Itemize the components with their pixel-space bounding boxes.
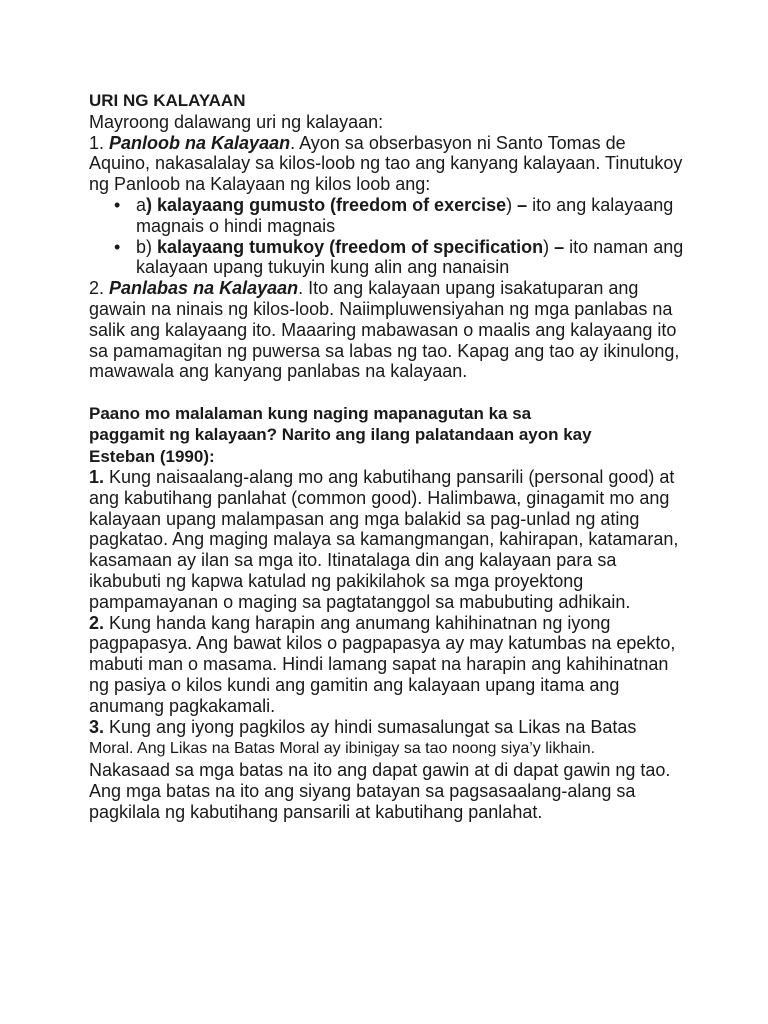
point-3-text: Kung ang iyong pagkilos ay hindi sumasalungat sa Likas na Batas — [104, 716, 637, 737]
bullet-a-paren: ) — [506, 194, 513, 215]
question-line-1: Paano mo malalaman kung naging mapanagutan ka sa — [89, 404, 532, 424]
item-1-text: . Ayon sa obserbasyon ni Santo Tomas de Aquino, nakasalalay sa kilos-loob ng tao ang kanyang kalayaan. Tinutukoy ng Panloob na Kalayaan ng kilos loob ang: — [89, 132, 683, 195]
bullet-list — [89, 195, 689, 278]
section-gap — [89, 382, 689, 403]
point-2-number: 2. — [89, 612, 105, 633]
document-page — [89, 91, 689, 823]
point-1-text: Kung naisaalang-alang mo ang kabutihang pansarili (personal good) at ang kabutihang panlahat (common good). Halimbawa, ginagamit mo ang kalayaan upang malampasan ang mga balakid sa pag-unlad ng ating pagkatao. Ang maging malaya sa kamangmangan, kahirapan, katamaran, kasamaan ay ilan sa mga ito. Itinatalaga din ang kalayaan para sa ikabubuti ng kapwa katulad ng pakikilahok sa mga proyektong pampamayanan o maging sa pagtatanggol sa mabubuting adhikain. — [89, 467, 679, 612]
intro-text: Mayroong dalawang uri ng kalayaan: — [89, 111, 384, 132]
item-1-term: Panloob na Kalayaan — [109, 132, 291, 153]
item-2-text: . Ito ang kalayaan upang isakatuparan ang gawain na ninais ng kilos-loob. Naiimpluwensiyahan ng mga panlabas na salik ang kalayaang ito. Maaaring mabawasan o maalis ang kalayaang ito sa pamamagitan ng puwersa sa labas ng tao. Kapag ang tao ay ikinulong, mawawala ang kanyang panlabas na kalayaan. — [89, 278, 680, 382]
bullet-b-bold: kalayaang tumukoy (freedom of specification — [157, 236, 544, 257]
item-2-paragraph — [89, 278, 689, 382]
question-heading — [89, 403, 689, 467]
bullet-b-paren: ) — [543, 236, 550, 257]
question-line-3: Esteban (1990): — [89, 446, 215, 466]
question-line-2: paggamit ng kalayaan? Narito ang ilang palatandaan ayon kay — [89, 425, 592, 445]
point-3-paragraph — [89, 717, 689, 823]
bullet-b-rest: ito naman ang kalayaan upang tukuyin kung alin ang nanaisin — [136, 236, 684, 278]
bullet-a-dash: – — [512, 194, 533, 215]
bullet-b-prefix: b) — [136, 236, 158, 257]
item-2-number: 2. — [89, 278, 105, 299]
point-3-number: 3. — [89, 716, 105, 737]
bullet-b-dash: – — [549, 236, 570, 257]
point-2-text: Kung handa kang harapin ang anumang kahihinatnan ng iyong pagpapasya. Ang bawat kilos o pagpapasya ay may katumbas na epekto, mabuti man o masama. Hindi lamang sapat na harapin ang kahihinatnan ng pasiya o kilos kundi ang gamitin ang kalayaan upang itama ang anumang pagkakamali. — [89, 612, 676, 716]
document-title: URI NG KALAYAAN — [89, 91, 246, 110]
point-1-paragraph — [89, 467, 689, 613]
point-1-number: 1. — [89, 467, 105, 488]
bullet-a-bold: ) kalayaang gumusto (freedom of exercise — [146, 194, 507, 215]
point-3-rest: Nakasaad sa mga batas na ito ang dapat gawin at di dapat gawin ng tao. Ang mga batas na ito ang siyang batayan sa pagsasaalang-alang sa pagkilala ng kabutihang pansarili at kabutihang panlahat. — [89, 760, 671, 822]
bullet-a-prefix: a — [136, 194, 147, 215]
point-3-tight-line: Moral. Ang Likas na Batas Moral ay ibinigay sa tao noong siya’y likhain. — [89, 740, 596, 758]
bullet-item-a — [89, 195, 689, 237]
item-1-number: 1. — [89, 132, 105, 153]
item-1-paragraph — [89, 133, 689, 195]
point-2-paragraph — [89, 613, 689, 717]
bullet-a-rest: ito ang kalayaang magnais o hindi magnais — [136, 194, 674, 236]
item-2-term: Panlabas na Kalayaan — [109, 278, 299, 299]
bullet-item-b — [89, 237, 689, 279]
